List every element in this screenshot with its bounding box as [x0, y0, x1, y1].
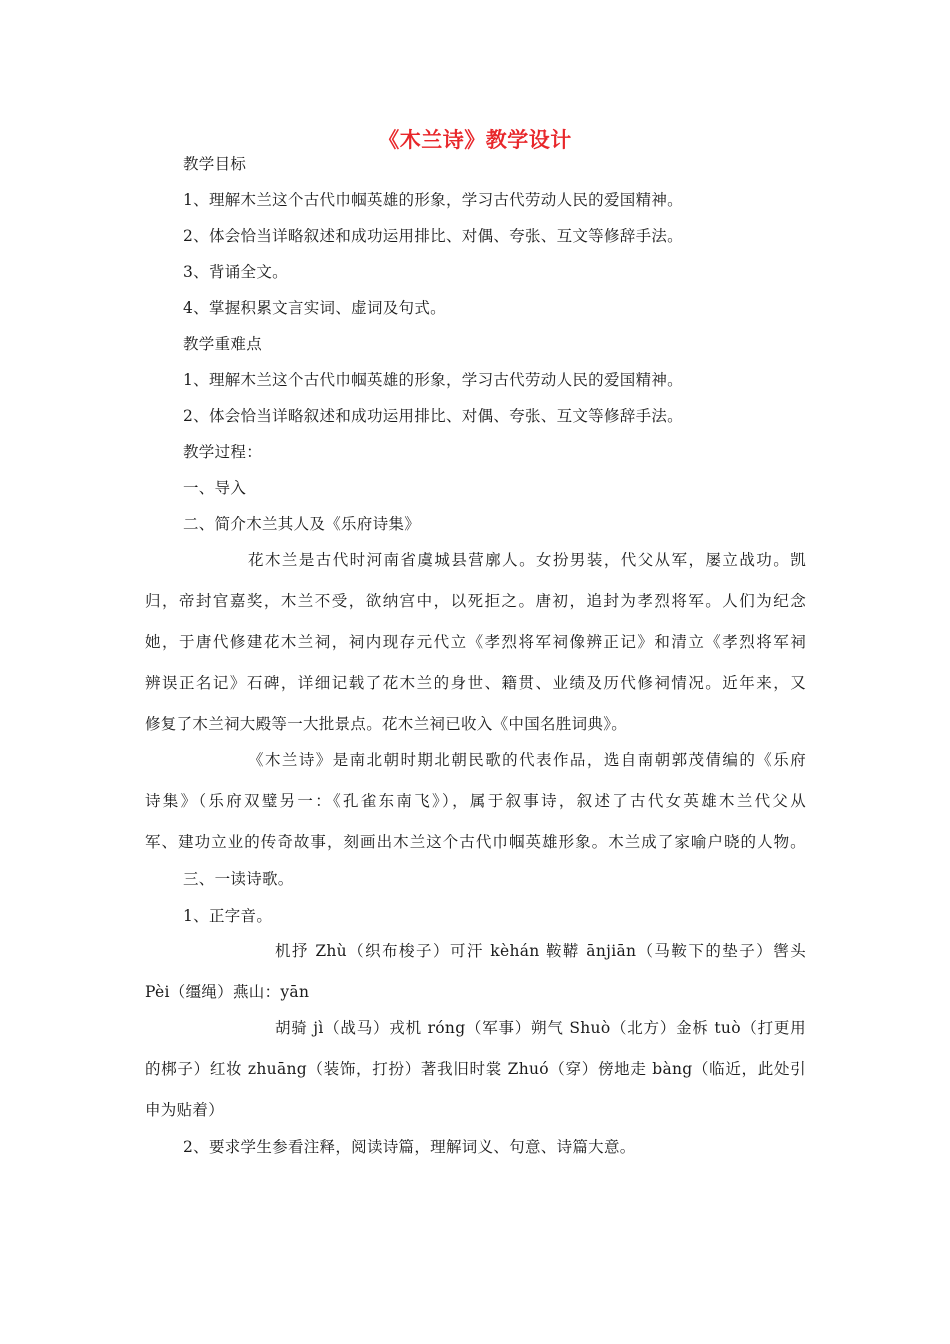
pronunciation-line: 申为贴着）: [145, 1101, 225, 1119]
paragraph-line: 花木兰是古代时河南省虞城县营廓人。女扮男装，代父从军，屡立战功。凯: [248, 551, 806, 569]
goal-item: 2、体会恰当详略叙述和成功运用排比、对偶、夸张、互文等修辞手法。: [183, 227, 683, 245]
pronunciation-line: 胡骑 jì（战马）戎机 róng（军事）朔气 Shuò（北方）金柝 tuò（打更用: [275, 1019, 806, 1037]
goal-item: 4、掌握积累文言实词、虚词及句式。: [183, 299, 446, 317]
goals-heading: 教学目标: [183, 155, 247, 173]
paragraph-line: 《木兰诗》是南北朝时期北朝民歌的代表作品，选自南朝郭茂倩编的《乐府: [248, 751, 806, 769]
list-item: 2、要求学生参看注释，阅读诗篇，理解词义、句意、诗篇大意。: [183, 1138, 636, 1156]
goal-item: 3、背诵全文。: [183, 263, 288, 281]
keypoints-heading: 教学重难点: [183, 335, 263, 353]
document-title: 《木兰诗》教学设计: [378, 127, 572, 152]
pronunciation-line: 的梆子）红妆 zhuāng（装饰，打扮）著我旧时裳 Zhuó（穿）傍地走 bàng（临近，此处引: [145, 1060, 806, 1078]
process-heading: 教学过程：: [183, 443, 263, 461]
paragraph-line: 诗集》（乐府双璧另一：《孔雀东南飞》），属于叙事诗，叙述了古代女英雄木兰代父从: [145, 792, 806, 810]
list-item: 1、正字音。: [183, 907, 273, 925]
paragraph-line: 归，帝封官嘉奖，木兰不受，欲纳宫中，以死拒之。唐初，追封为孝烈将军。人们为纪念: [145, 592, 806, 610]
paragraph-line: 辨误正名记》石碑，详细记载了花木兰的身世、籍贯、业绩及历代修祠情况。近年来，又: [145, 674, 806, 692]
keypoint-item: 2、体会恰当详略叙述和成功运用排比、对偶、夸张、互文等修辞手法。: [183, 407, 683, 425]
pronunciation-line: 机抒 Zhù（织布梭子）可汗 kèhán 鞍鞯 ānjiān（马鞍下的垫子）辔头: [275, 942, 806, 960]
paragraph-line: 她，于唐代修建花木兰祠，祠内现存元代立《孝烈将军祠像辨正记》和清立《孝烈将军祠: [145, 633, 806, 651]
keypoint-item: 1、理解木兰这个古代巾帼英雄的形象，学习古代劳动人民的爱国精神。: [183, 371, 683, 389]
section-heading: 二、简介木兰其人及《乐府诗集》: [183, 515, 421, 533]
section-heading: 三、一读诗歌。: [183, 870, 294, 888]
section-heading: 一、导入: [183, 479, 247, 497]
goal-item: 1、理解木兰这个古代巾帼英雄的形象，学习古代劳动人民的爱国精神。: [183, 191, 683, 209]
paragraph-line: 修复了木兰祠大殿等一大批景点。花木兰祠已收入《中国名胜词典》。: [145, 715, 628, 733]
paragraph-line: 军、建功立业的传奇故事，刻画出木兰这个古代巾帼英雄形象。木兰成了家喻户晓的人物。: [145, 833, 806, 851]
pronunciation-line: Pèi（缰绳）燕山：yān: [145, 983, 310, 1001]
